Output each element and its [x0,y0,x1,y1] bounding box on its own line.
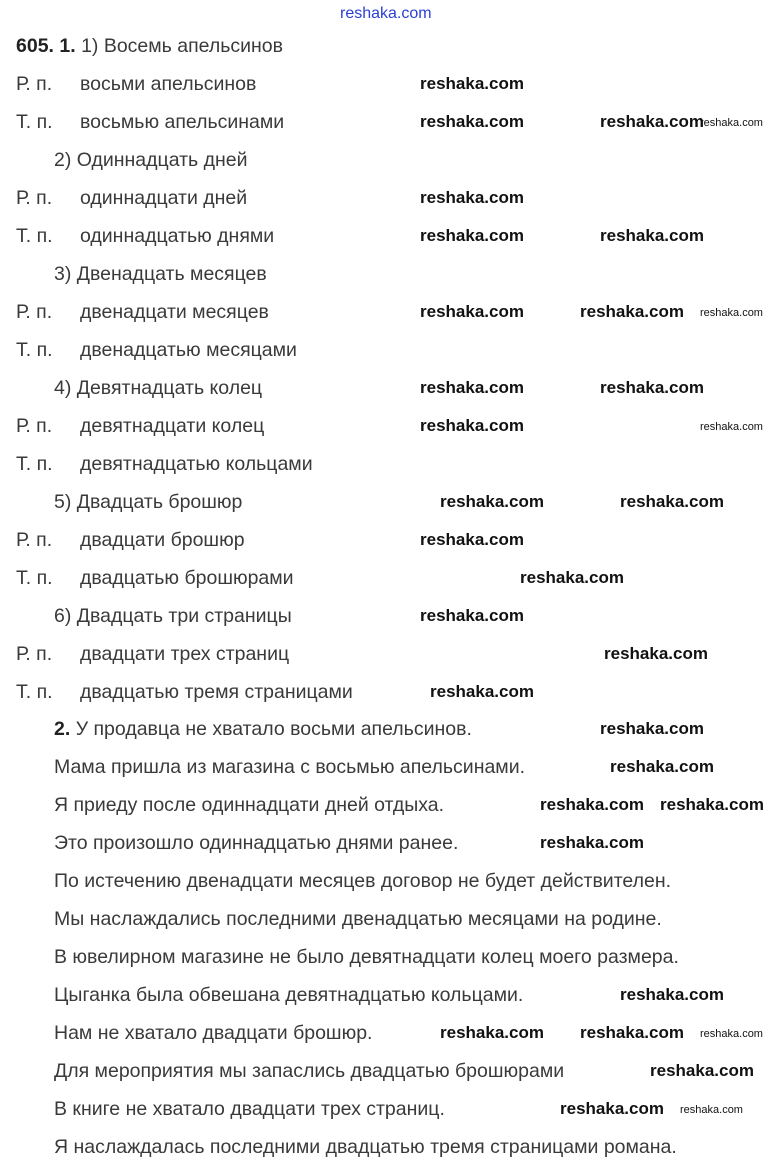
part2-sentence-7: Цыганка была обвешана девятнадцатью кольцами. [54,984,524,1006]
watermark: reshaka.com [700,1028,763,1040]
case-label: Т. п. [16,111,53,133]
watermark: reshaka.com [600,378,704,397]
case-label: Т. п. [16,681,53,703]
watermark: reshaka.com [600,226,704,245]
item-6-title: 6) Двадцать три страницы [54,605,292,627]
case-form: восьми апельсинов [80,73,257,95]
part2-sentence-1: Мама пришла из магазина с восьмью апельсинами. [54,756,526,778]
case-form: одиннадцати дней [80,187,248,209]
watermark: reshaka.com [540,833,644,852]
case-label: Р. п. [16,301,53,323]
watermark: reshaka.com [420,112,524,131]
watermark: reshaka.com [520,568,624,587]
case-form: восьмью апельсинами [80,111,285,133]
watermark: reshaka.com [580,302,684,321]
watermark: reshaka.com [700,421,763,433]
item-1-title [16,34,283,58]
case-form: двенадцати месяцев [80,301,269,323]
sentence: У продавца не хватало восьми апельсинов. [75,718,472,740]
case-label: Р. п. [16,643,53,665]
watermark: reshaka.com [420,302,524,321]
watermark: reshaka.com [660,795,764,814]
case-form: двенадцатью месяцами [80,339,297,361]
watermark: reshaka.com [420,188,524,207]
watermark: reshaka.com [420,416,524,435]
watermark: reshaka.com [420,606,524,625]
watermark: reshaka.com [440,492,544,511]
case-label: Т. п. [16,225,53,247]
watermark: reshaka.com [610,757,714,776]
part2-sentence-11: Я наслаждалась последними двадцатью тремя страницами романа. [54,1136,677,1158]
item-2-title: 2) Одиннадцать дней [54,149,248,171]
case-label: Р. п. [16,187,53,209]
watermark: reshaka.com [560,1099,664,1118]
item-5-title: 5) Двадцать брошюр [54,491,243,513]
case-form: одиннадцатью днями [80,225,275,247]
part2-sentence-2: Я приеду после одиннадцати дней отдыха. [54,794,445,816]
watermark: reshaka.com [604,644,708,663]
exercise-number: 605. 1. [16,35,76,57]
watermark: reshaka.com [430,682,534,701]
watermark: reshaka.com [700,307,763,319]
watermark: reshaka.com [540,795,644,814]
watermark: reshaka.com [340,5,432,22]
watermark: reshaka.com [420,378,524,397]
case-form: двадцати трех страниц [80,643,290,665]
part2-sentence-3: Это произошло одиннадцатью днями ранее. [54,832,459,854]
part2-sentence-5: Мы наслаждались последними двенадцатью месяцами на родине. [54,908,662,930]
case-label: Р. п. [16,73,53,95]
watermark: reshaka.com [620,985,724,1004]
case-label: Р. п. [16,529,53,551]
case-form: двадцати брошюр [80,529,245,551]
part2-sentence-9: Для мероприятия мы запаслись двадцатью брошюрами [54,1060,565,1082]
watermark: reshaka.com [600,112,704,131]
part2-sentence-6: В ювелирном магазине не было девятнадцати колец моего размера. [54,946,679,968]
item-title: 1) Восемь апельсинов [81,35,284,57]
case-label: Т. п. [16,453,53,475]
case-form: двадцатью брошюрами [80,567,294,589]
case-form: двадцатью тремя страницами [80,681,353,703]
watermark: reshaka.com [680,1104,743,1116]
case-label: Т. п. [16,567,53,589]
case-label: Р. п. [16,415,53,437]
case-form: девятнадцати колец [80,415,265,437]
case-form: девятнадцатью кольцами [80,453,313,475]
watermark: reshaka.com [600,719,704,738]
watermark: reshaka.com [440,1023,544,1042]
part2-number: 2. [54,718,71,740]
watermark: reshaka.com [700,117,763,129]
watermark: reshaka.com [420,74,524,93]
watermark: reshaka.com [620,492,724,511]
part2-sentence-8: Нам не хватало двадцати брошюр. [54,1022,373,1044]
item-3-title: 3) Двенадцать месяцев [54,263,267,285]
case-label: Т. п. [16,339,53,361]
watermark: reshaka.com [420,226,524,245]
part2-sentence-0 [54,717,472,741]
watermark: reshaka.com [580,1023,684,1042]
watermark: reshaka.com [420,530,524,549]
part2-sentence-4: По истечению двенадцати месяцев договор не будет действителен. [54,870,672,892]
watermark: reshaka.com [650,1061,754,1080]
item-4-title: 4) Девятнадцать колец [54,377,263,399]
part2-sentence-10: В книге не хватало двадцати трех страниц. [54,1098,445,1120]
